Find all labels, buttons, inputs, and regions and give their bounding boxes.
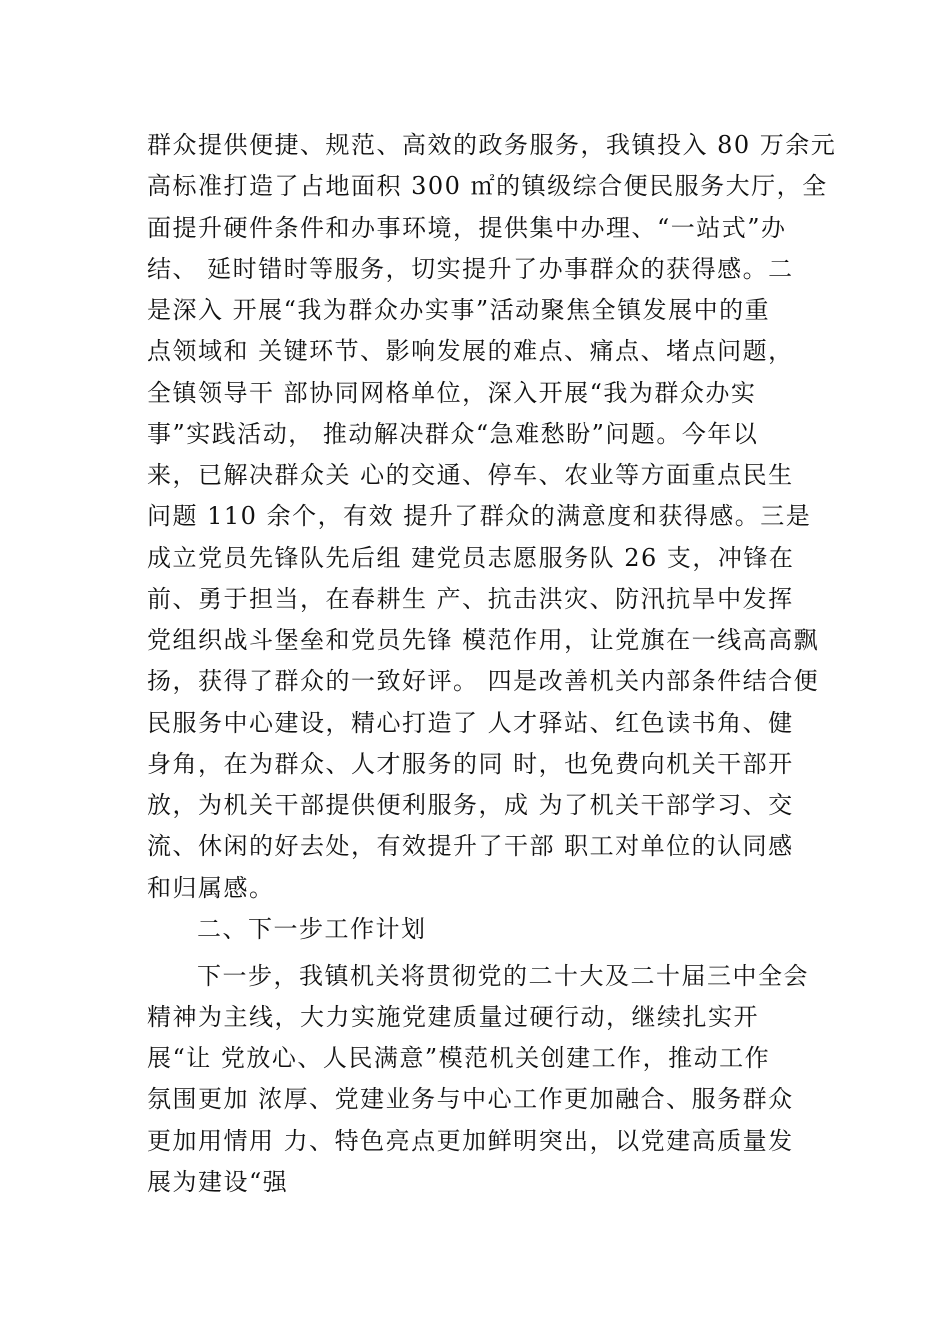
body-text-line: 点领域和 关键环节、影响发展的难点、痛点、堵点问题， [147, 337, 794, 365]
body-text-line: 全镇领导干 部协同网格单位，深入开展“我为群众办实 [147, 379, 757, 407]
body-text-line: 群众提供便捷、规范、高效的政务服务，我镇投入 80 万余元 [147, 131, 837, 159]
plan-text-line: 精神为主线，大力实施党建质量过硬行动，继续扎实开 [147, 1003, 759, 1031]
body-text-line: 放，为机关干部提供便利服务，成 为了机关干部学习、交 [147, 791, 794, 819]
body-text-line: 扬，获得了群众的一致好评。 四是改善机关内部条件结合便 [147, 667, 820, 695]
body-text-line: 和归属感。 [147, 874, 275, 902]
body-text-line: 流、休闲的好去处，有效提升了干部 职工对单位的认同感 [147, 832, 794, 860]
body-text-line: 事”实践活动， 推动解决群众“急难愁盼”问题。今年以 [147, 420, 759, 448]
plan-text-line: 展为建设“强 [147, 1168, 289, 1196]
plan-text-line: 氛围更加 浓厚、党建业务与中心工作更加融合、服务群众 [147, 1085, 794, 1113]
body-text-line: 身角，在为群众、人才服务的同 时，也免费向机关干部开 [147, 750, 794, 778]
body-text-line: 前、勇于担当，在春耕生 产、抗击洪灾、防汛抗旱中发挥 [147, 585, 794, 613]
body-text-line: 党组织战斗堡垒和党员先锋 模范作用，让党旗在一线高高飘 [147, 626, 820, 654]
section-heading: 二、下一步工作计划 [197, 915, 427, 943]
plan-text-line: 下一步，我镇机关将贯彻党的二十大及二十届三中全会 [197, 962, 809, 990]
body-text-line: 面提升硬件条件和办事环境，提供集中办理、“一站式”办 [147, 214, 787, 242]
body-text-line: 成立党员先锋队先后组 建党员志愿服务队 26 支，冲锋在 [147, 544, 795, 572]
body-text-line: 民服务中心建设，精心打造了 人才驿站、红色读书角、健 [147, 709, 794, 737]
body-text-line: 来，已解决群众关 心的交通、停车、农业等方面重点民生 [147, 461, 794, 489]
body-text-line: 高标准打造了占地面积 300 ㎡的镇级综合便民服务大厅，全 [147, 172, 828, 200]
body-text-line: 是深入 开展“我为群众办实事”活动聚焦全镇发展中的重 [147, 296, 771, 324]
body-text-line: 结、 延时错时等服务，切实提升了办事群众的获得感。二 [147, 255, 794, 283]
body-text-line: 问题 110 余个，有效 提升了群众的满意度和获得感。三是 [147, 502, 812, 530]
plan-text-line: 展“让 党放心、人民满意”模范机关创建工作，推动工作 [147, 1044, 771, 1072]
plan-text-line: 更加用情用 力、特色亮点更加鲜明突出，以党建高质量发 [147, 1127, 794, 1155]
